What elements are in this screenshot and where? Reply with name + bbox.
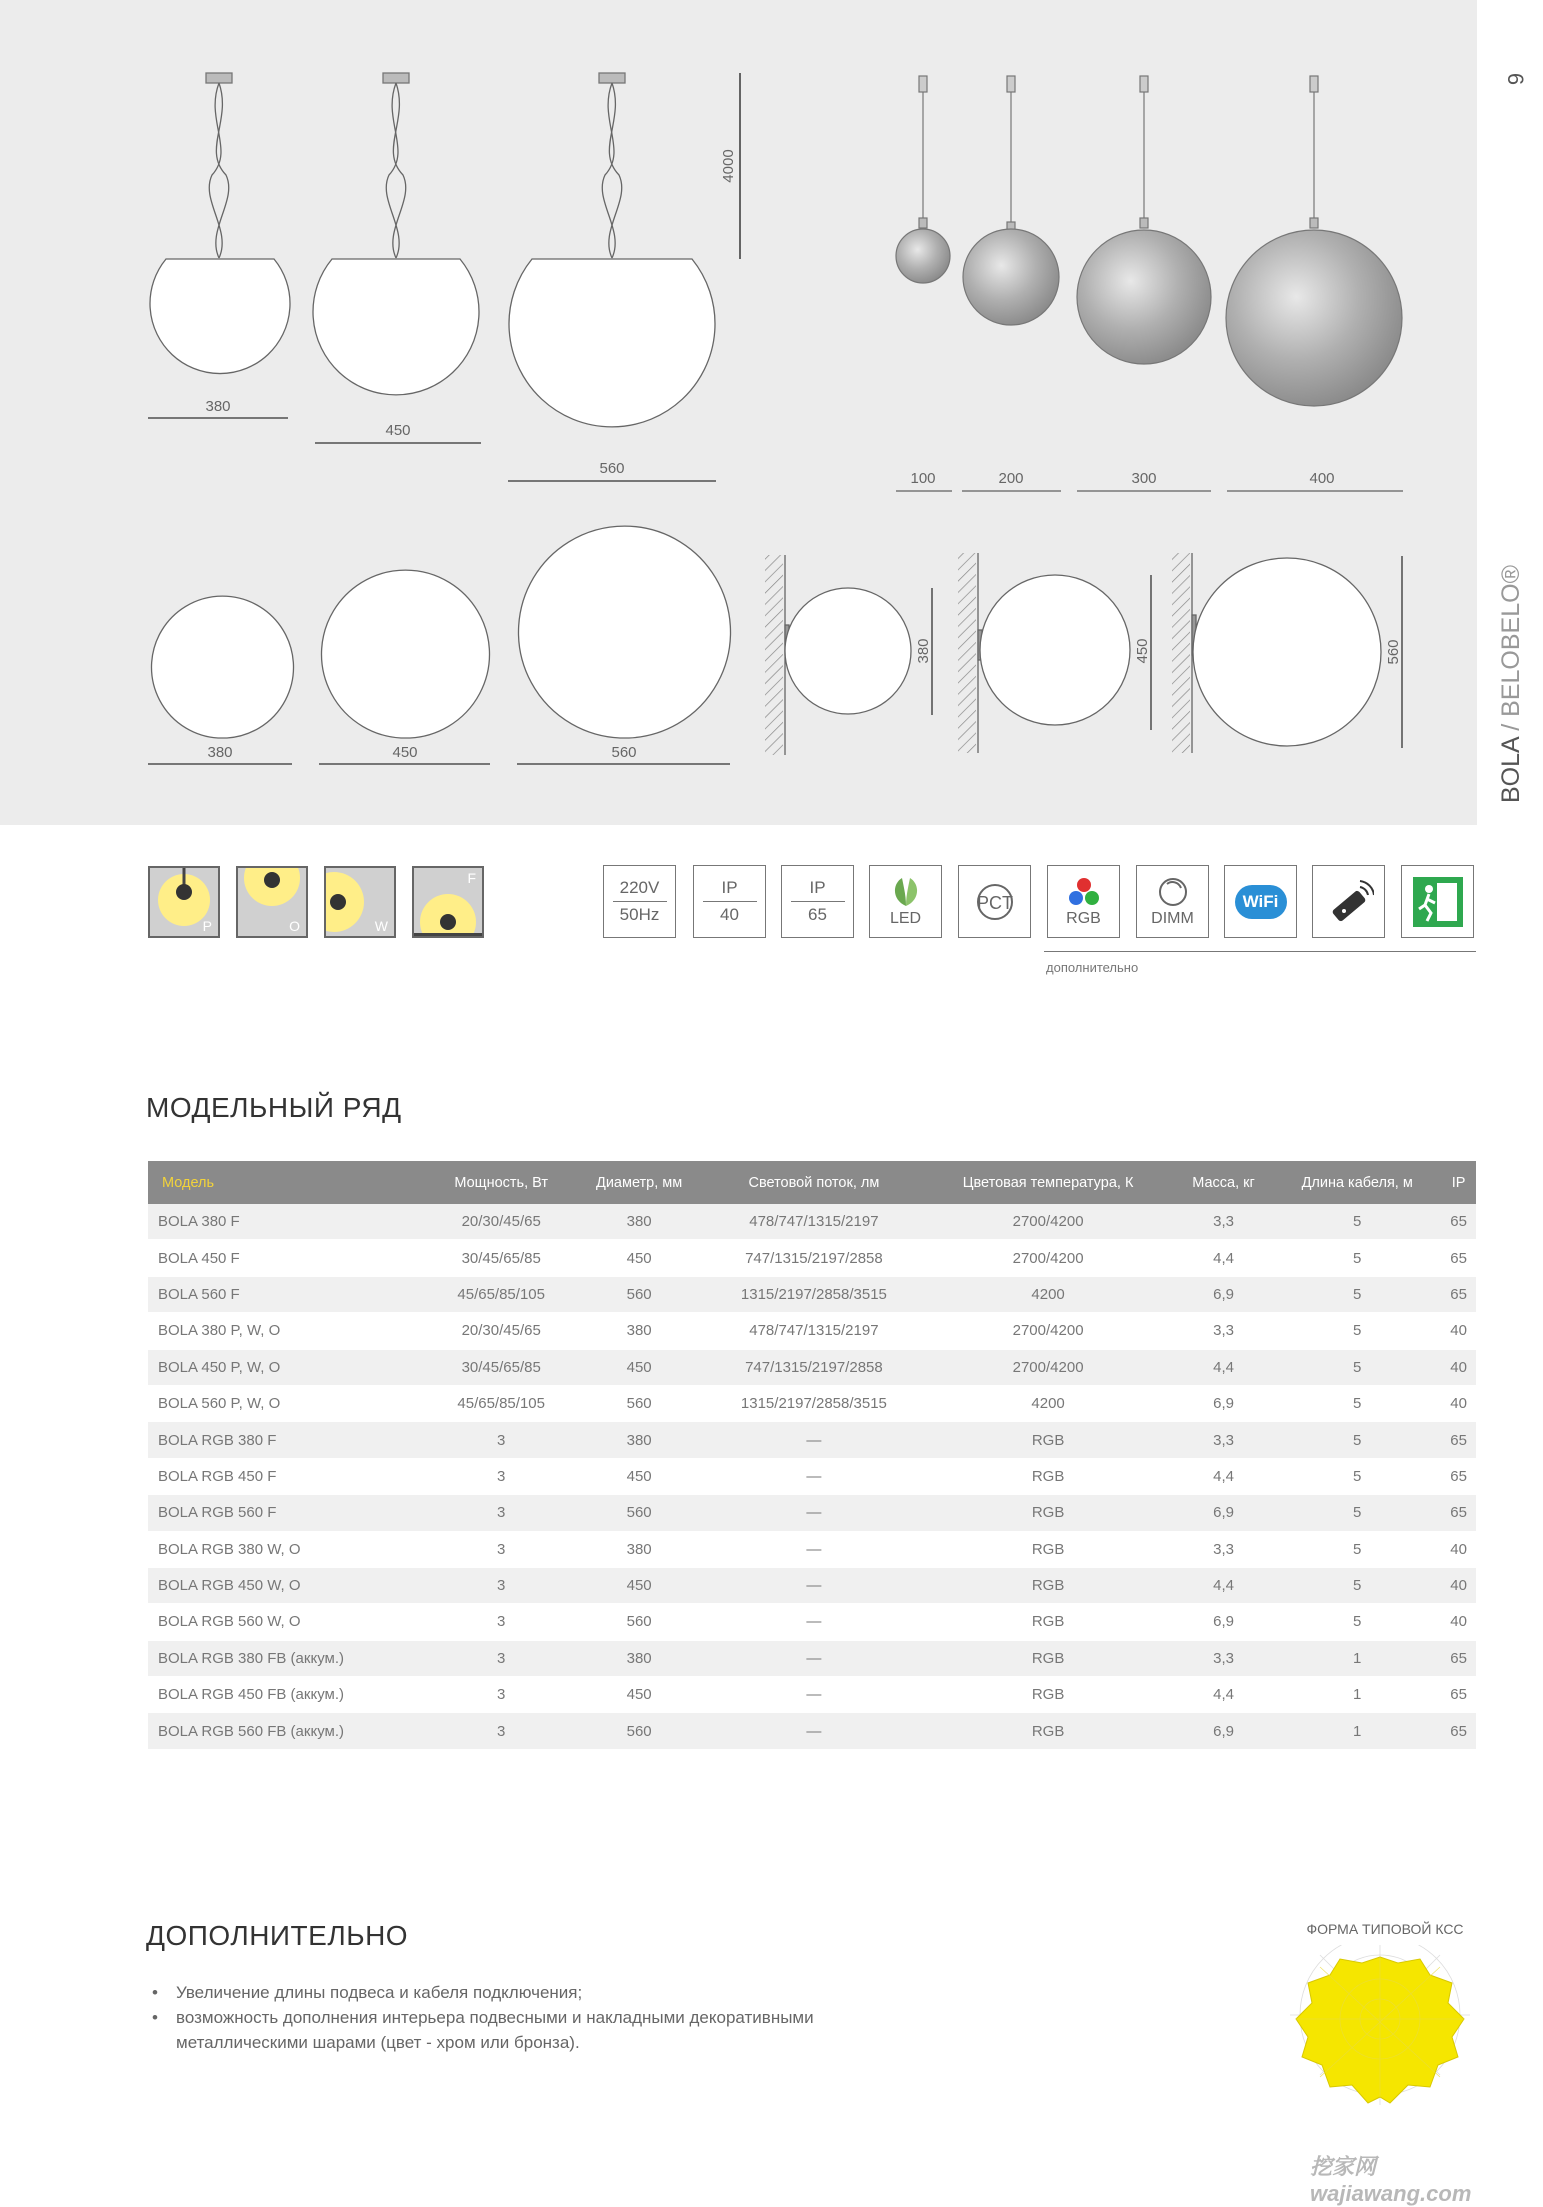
- column-header: Модель: [148, 1161, 430, 1204]
- table-cell: 20/30/45/65: [430, 1313, 573, 1349]
- table-cell: —: [705, 1422, 922, 1458]
- dim-label-grey-200: 200: [998, 470, 1024, 487]
- pendant-white-450: [313, 73, 481, 443]
- dim-label-floor-560: 560: [611, 744, 637, 761]
- table-cell: 30/45/65/85: [430, 1240, 573, 1276]
- table-row: [148, 1240, 1476, 1276]
- table-cell: BOLA RGB 450 FB (аккум.): [148, 1677, 430, 1713]
- table-cell: 65: [1441, 1276, 1476, 1312]
- table-cell: 4,4: [1174, 1567, 1273, 1603]
- wifi-badge: WiFi: [1235, 885, 1287, 919]
- table-cell: 5: [1273, 1422, 1441, 1458]
- table-cell: 450: [573, 1567, 706, 1603]
- table-cell: RGB: [922, 1604, 1174, 1640]
- table-row: [148, 1204, 1476, 1240]
- ksc-title: ФОРМА ТИПОВОЙ КСС: [1306, 1921, 1464, 1937]
- ip40-top: IP: [721, 878, 738, 897]
- table-row: [148, 1640, 1476, 1676]
- wall-ball-450: [958, 553, 1151, 753]
- wall-ball-560: [1172, 553, 1402, 753]
- pendant-grey-100: [896, 76, 952, 491]
- dimension-drawings: [0, 0, 1477, 825]
- column-header: Световой поток, лм: [705, 1161, 922, 1204]
- floor-ball-560: [517, 526, 731, 764]
- table-cell: RGB: [922, 1567, 1174, 1603]
- table-cell: 30/45/65/85: [430, 1349, 573, 1385]
- light-distribution-diagram: [1280, 1945, 1480, 2115]
- addon-divider: [1044, 951, 1476, 952]
- table-cell: 1315/2197/2858/3515: [705, 1276, 922, 1312]
- list-item: • возможность дополнения интерьера подвесными и накладными декоративными металлическими шарами (цвет - хром или бронза).: [148, 2005, 908, 2055]
- table-cell: BOLA 560 P, W, O: [148, 1385, 430, 1421]
- table-row: [148, 1422, 1476, 1458]
- table-row: [148, 1385, 1476, 1421]
- table-cell: RGB: [922, 1531, 1174, 1567]
- table-cell: 380: [573, 1640, 706, 1676]
- mount-o-letter: O: [289, 918, 300, 934]
- table-cell: 65: [1441, 1204, 1476, 1240]
- table-cell: 747/1315/2197/2858: [705, 1349, 922, 1385]
- table-cell: 65: [1441, 1713, 1476, 1749]
- emergency-exit-icon: [1401, 865, 1474, 938]
- table-cell: —: [705, 1495, 922, 1531]
- table-cell: —: [705, 1567, 922, 1603]
- table-row: [148, 1495, 1476, 1531]
- column-header: Цветовая температура, К: [922, 1161, 1174, 1204]
- led-label: LED: [889, 909, 922, 927]
- table-cell: 4,4: [1174, 1458, 1273, 1494]
- table-cell: 40: [1441, 1385, 1476, 1421]
- table-cell: 450: [573, 1677, 706, 1713]
- table-cell: 3,3: [1174, 1204, 1273, 1240]
- table-cell: 65: [1441, 1458, 1476, 1494]
- table-cell: RGB: [922, 1422, 1174, 1458]
- table-cell: 45/65/85/105: [430, 1276, 573, 1312]
- pendant-white-380: [148, 73, 290, 418]
- column-header: IP: [1441, 1161, 1476, 1204]
- ip65-top: IP: [809, 878, 826, 897]
- dim-label-floor-450: 450: [392, 744, 418, 761]
- table-cell: 40: [1441, 1531, 1476, 1567]
- table-cell: 3: [430, 1604, 573, 1640]
- table-cell: 1: [1273, 1677, 1441, 1713]
- table-cell: 5: [1273, 1495, 1441, 1531]
- table-cell: RGB: [922, 1458, 1174, 1494]
- table-row: [148, 1677, 1476, 1713]
- table-cell: BOLA RGB 560 FB (аккум.): [148, 1713, 430, 1749]
- table-header-row: [148, 1161, 1476, 1204]
- rgb-dots-icon: [1064, 876, 1104, 908]
- column-header: Длина кабеля, м: [1273, 1161, 1441, 1204]
- table-cell: 3,3: [1174, 1640, 1273, 1676]
- table-cell: 4200: [922, 1276, 1174, 1312]
- table-cell: 1: [1273, 1640, 1441, 1676]
- table-cell: 6,9: [1174, 1385, 1273, 1421]
- certification-icon: [958, 865, 1031, 938]
- model-section-title: МОДЕЛЬНЫЙ РЯД: [146, 1092, 402, 1123]
- table-cell: 5: [1273, 1204, 1441, 1240]
- table-row: [148, 1276, 1476, 1312]
- wall-ball-380: [765, 555, 932, 755]
- table-cell: 380: [573, 1313, 706, 1349]
- sidebar-title: [1497, 565, 1533, 803]
- mount-f-icon: [412, 866, 484, 938]
- table-cell: BOLA 450 F: [148, 1240, 430, 1276]
- table-cell: 65: [1441, 1495, 1476, 1531]
- mount-p-icon: [148, 866, 220, 938]
- table-cell: BOLA RGB 380 FB (аккум.): [148, 1640, 430, 1676]
- table-cell: 560: [573, 1495, 706, 1531]
- table-cell: 450: [573, 1240, 706, 1276]
- table-cell: 3: [430, 1713, 573, 1749]
- table-cell: 65: [1441, 1677, 1476, 1713]
- pendant-grey-200: [962, 76, 1061, 491]
- table-cell: 2700/4200: [922, 1313, 1174, 1349]
- table-cell: 65: [1441, 1240, 1476, 1276]
- table-cell: 3: [430, 1567, 573, 1603]
- mount-p-letter: P: [202, 918, 212, 934]
- table-cell: RGB: [922, 1640, 1174, 1676]
- ip40-icon: [693, 865, 766, 938]
- table-cell: BOLA 380 P, W, O: [148, 1313, 430, 1349]
- dim-label-pendant-380: 380: [205, 398, 231, 415]
- dim-label-grey-300: 300: [1131, 470, 1157, 487]
- table-cell: 380: [573, 1531, 706, 1567]
- table-cell: 6,9: [1174, 1276, 1273, 1312]
- sidebar-brand: BELOBELO®: [1497, 565, 1525, 717]
- table-cell: 478/747/1315/2197: [705, 1204, 922, 1240]
- table-cell: 5: [1273, 1458, 1441, 1494]
- table-cell: 2700/4200: [922, 1349, 1174, 1385]
- ip40-bottom: 40: [720, 905, 739, 924]
- dim-label-wall-560: 560: [1385, 639, 1402, 665]
- table-cell: 5: [1273, 1531, 1441, 1567]
- leaf-icon: [888, 876, 924, 908]
- dim-label-pendant-560: 560: [599, 460, 625, 477]
- table-cell: 1: [1273, 1713, 1441, 1749]
- page-number: 6: [1503, 72, 1528, 86]
- table-cell: RGB: [922, 1495, 1174, 1531]
- column-header: Масса, кг: [1174, 1161, 1273, 1204]
- table-cell: 65: [1441, 1640, 1476, 1676]
- table-cell: 450: [573, 1458, 706, 1494]
- table-cell: 45/65/85/105: [430, 1385, 573, 1421]
- table-cell: 3: [430, 1495, 573, 1531]
- table-cell: 3: [430, 1458, 573, 1494]
- led-icon: [869, 865, 942, 938]
- table-cell: 4,4: [1174, 1349, 1273, 1385]
- dim-label-wall-450: 450: [1134, 638, 1151, 664]
- table-row: [148, 1531, 1476, 1567]
- table-row: [148, 1713, 1476, 1749]
- table-cell: 3,3: [1174, 1313, 1273, 1349]
- table-cell: BOLA RGB 380 W, O: [148, 1531, 430, 1567]
- table-cell: BOLA RGB 450 W, O: [148, 1567, 430, 1603]
- table-cell: 2700/4200: [922, 1204, 1174, 1240]
- table-cell: BOLA RGB 450 F: [148, 1458, 430, 1494]
- table-row: [148, 1349, 1476, 1385]
- table-cell: 6,9: [1174, 1713, 1273, 1749]
- pendant-white-560: [508, 73, 716, 481]
- table-row: [148, 1458, 1476, 1494]
- table-cell: 40: [1441, 1567, 1476, 1603]
- mount-w-letter: W: [374, 918, 388, 934]
- dim-label-grey-400: 400: [1309, 470, 1335, 487]
- table-cell: 6,9: [1174, 1495, 1273, 1531]
- mount-o-icon: [236, 866, 308, 938]
- table-cell: BOLA 380 F: [148, 1204, 430, 1240]
- voltage-icon: [603, 865, 676, 938]
- sidebar-product: BOLA: [1497, 737, 1525, 803]
- table-cell: 40: [1441, 1313, 1476, 1349]
- table-cell: 747/1315/2197/2858: [705, 1240, 922, 1276]
- table-cell: 20/30/45/65: [430, 1204, 573, 1240]
- table-cell: 5: [1273, 1567, 1441, 1603]
- pendant-grey-300: [1077, 76, 1211, 491]
- table-cell: BOLA RGB 560 F: [148, 1495, 430, 1531]
- table-cell: 2700/4200: [922, 1240, 1174, 1276]
- table-cell: 3: [430, 1640, 573, 1676]
- sidebar-separator: /: [1497, 716, 1525, 738]
- table-cell: 380: [573, 1204, 706, 1240]
- table-cell: BOLA 560 F: [148, 1276, 430, 1312]
- pendant-grey-400: [1226, 76, 1403, 491]
- table-row: [148, 1567, 1476, 1603]
- table-cell: 560: [573, 1604, 706, 1640]
- table-cell: 450: [573, 1349, 706, 1385]
- table-row: [148, 1604, 1476, 1640]
- dimmer-knob-icon: [1153, 876, 1193, 908]
- column-header: Диаметр, мм: [573, 1161, 706, 1204]
- column-header: Мощность, Вт: [430, 1161, 573, 1204]
- floor-ball-380: [148, 596, 294, 764]
- table-cell: 5: [1273, 1276, 1441, 1312]
- table-cell: 3: [430, 1422, 573, 1458]
- table-cell: 65: [1441, 1422, 1476, 1458]
- table-cell: 560: [573, 1713, 706, 1749]
- table-cell: 5: [1273, 1240, 1441, 1276]
- table-cell: 3: [430, 1677, 573, 1713]
- table-cell: BOLA RGB 560 W, O: [148, 1604, 430, 1640]
- table-cell: BOLA 450 P, W, O: [148, 1349, 430, 1385]
- rgb-label: RGB: [1066, 909, 1101, 927]
- dimm-icon: [1136, 865, 1209, 938]
- extras-list: [148, 1980, 908, 2055]
- table-row: [148, 1313, 1476, 1349]
- table-cell: 6,9: [1174, 1604, 1273, 1640]
- table-cell: 40: [1441, 1349, 1476, 1385]
- table-cell: 478/747/1315/2197: [705, 1313, 922, 1349]
- table-cell: 4,4: [1174, 1240, 1273, 1276]
- table-cell: —: [705, 1713, 922, 1749]
- dim-label-grey-100: 100: [910, 470, 936, 487]
- table-cell: —: [705, 1458, 922, 1494]
- mount-w-icon: [324, 866, 396, 938]
- table-cell: 5: [1273, 1349, 1441, 1385]
- svg-text:PCT: PCT: [976, 892, 1013, 913]
- voltage-bottom: 50Hz: [619, 905, 660, 924]
- table-cell: RGB: [922, 1677, 1174, 1713]
- mount-f-letter: F: [467, 870, 476, 886]
- table-cell: 560: [573, 1276, 706, 1312]
- dim-label-height: 4000: [720, 149, 737, 183]
- dim-label-floor-380: 380: [207, 744, 233, 761]
- floor-ball-450: [319, 570, 490, 764]
- table-cell: —: [705, 1604, 922, 1640]
- table-cell: 5: [1273, 1385, 1441, 1421]
- table-cell: —: [705, 1640, 922, 1676]
- table-cell: 3,3: [1174, 1422, 1273, 1458]
- table-cell: 4200: [922, 1385, 1174, 1421]
- table-cell: BOLA RGB 380 F: [148, 1422, 430, 1458]
- dimm-label: DIMM: [1151, 909, 1194, 927]
- addon-caption: дополнительно: [1046, 960, 1139, 975]
- table-cell: 5: [1273, 1313, 1441, 1349]
- ip65-icon: [781, 865, 854, 938]
- watermark: 挖家网 wajiawang.com: [1310, 2154, 1472, 2206]
- model-table: [148, 1161, 1476, 1750]
- list-item: • Увеличение длины подвеса и кабеля подключения;: [148, 1980, 908, 2005]
- extras-title: ДОПОЛНИТЕЛЬНО: [146, 1920, 409, 1951]
- table-cell: 5: [1273, 1604, 1441, 1640]
- table-cell: —: [705, 1531, 922, 1567]
- dim-label-pendant-450: 450: [385, 422, 411, 439]
- table-body: [148, 1204, 1476, 1749]
- table-cell: 4,4: [1174, 1677, 1273, 1713]
- remote-control-icon: [1312, 865, 1385, 938]
- wifi-icon: [1224, 865, 1297, 938]
- voltage-top: 220V: [619, 878, 660, 897]
- rgb-icon: [1047, 865, 1120, 938]
- table-cell: RGB: [922, 1713, 1174, 1749]
- table-cell: —: [705, 1677, 922, 1713]
- table-cell: 3: [430, 1531, 573, 1567]
- table-cell: 560: [573, 1385, 706, 1421]
- table-cell: 40: [1441, 1604, 1476, 1640]
- table-cell: 3,3: [1174, 1531, 1273, 1567]
- table-cell: 380: [573, 1422, 706, 1458]
- dim-label-wall-380: 380: [915, 638, 932, 664]
- table-cell: 1315/2197/2858/3515: [705, 1385, 922, 1421]
- ip65-bottom: 65: [808, 905, 827, 924]
